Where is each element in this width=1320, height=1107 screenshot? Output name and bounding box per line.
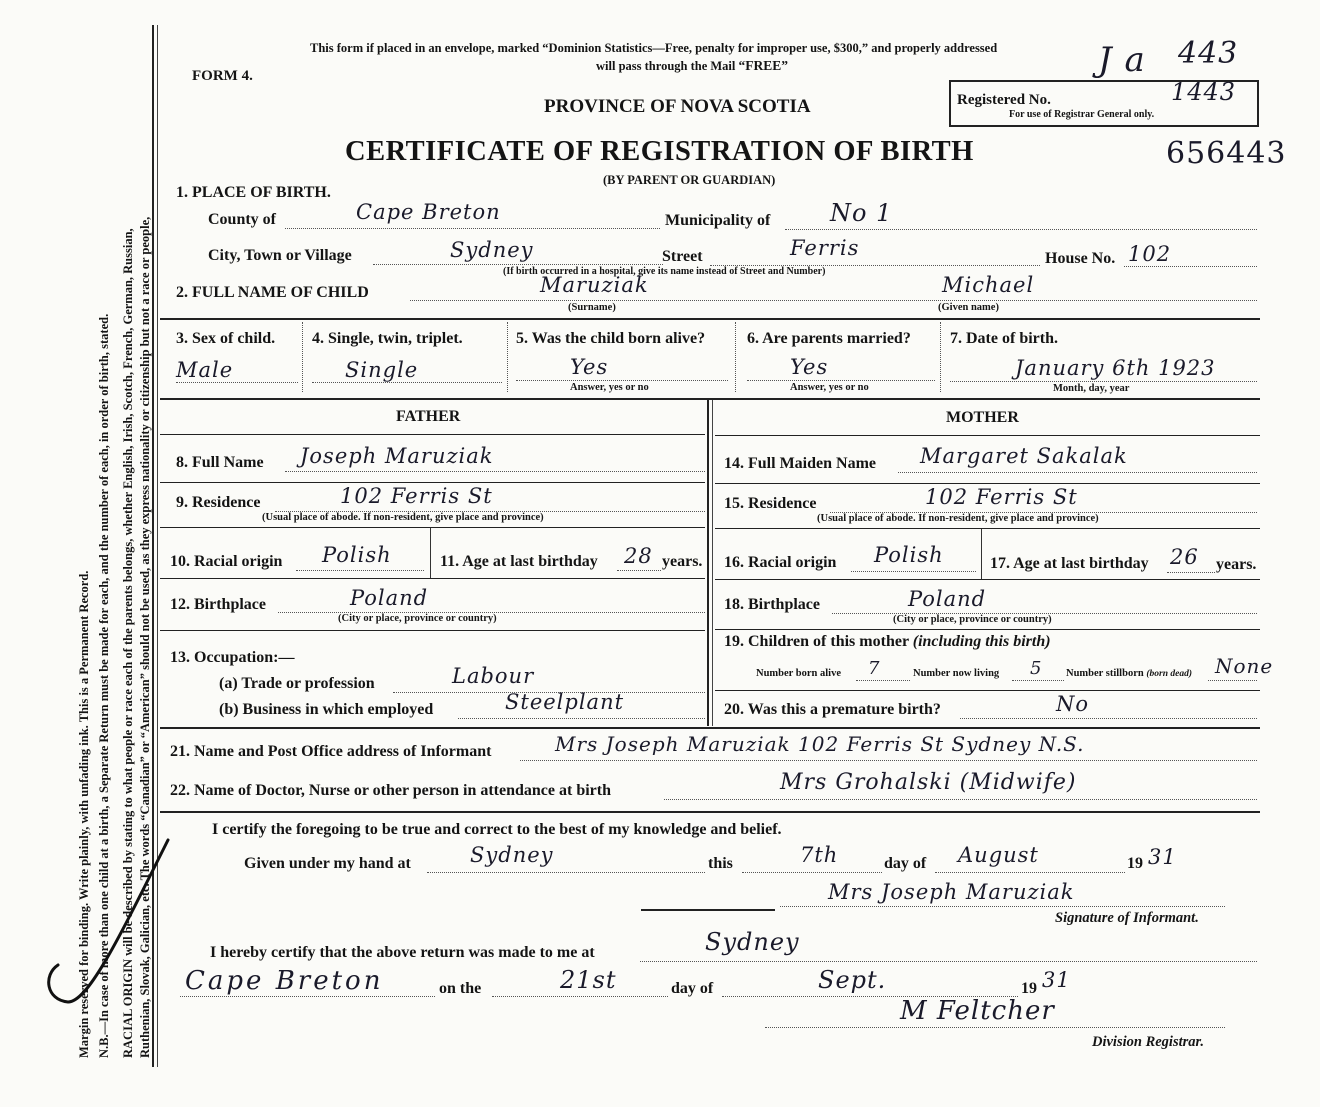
- married-caption: Answer, yes or no: [790, 382, 869, 393]
- margin-check-mark: [28, 820, 188, 1020]
- father-trade-value: Labour: [452, 664, 535, 688]
- city-label: City, Town or Village: [208, 247, 352, 264]
- premature-label: 20. Was this a premature birth?: [724, 701, 941, 718]
- registered-number-box: [949, 80, 1259, 127]
- place-of-birth-heading: 1. PLACE OF BIRTH.: [176, 184, 331, 201]
- father-trade-label: (a) Trade or profession: [219, 675, 375, 692]
- rule-after-parents: [160, 727, 1260, 729]
- informant-signature: Mrs Joseph Maruziak: [828, 880, 1075, 904]
- married-value: Yes: [790, 355, 829, 379]
- attendant-label: 22. Name of Doctor, Nurse or other person in attendance at birth: [170, 782, 611, 799]
- father-name-line: [285, 471, 705, 472]
- mother-residence-label: 15. Residence: [724, 495, 817, 512]
- municipality-line: [785, 229, 1257, 230]
- certificate-subtitle: (BY PARENT OR GUARDIAN): [603, 173, 776, 187]
- form-number: FORM 4.: [192, 68, 253, 84]
- margin-note-binding: Margin reserved for binding. Write plainly, with unfading ink. This is a Permanent Record.: [77, 570, 91, 1058]
- given-place-line: [427, 872, 705, 873]
- street-label: Street: [662, 248, 703, 265]
- premature-line: [960, 718, 1257, 719]
- mother-name-label: 14. Full Maiden Name: [724, 455, 876, 472]
- father-rule-3: [160, 578, 705, 579]
- registrar-on-the-label: on the: [439, 980, 482, 997]
- informant-label: 21. Name and Post Office address of Informant: [170, 743, 492, 760]
- dob-line: [950, 381, 1257, 382]
- postal-notice: This form if placed in an envelope, marked “Dominion Statistics—Free, penalty for improper use, $300,” and properly addressed: [310, 41, 998, 55]
- city-value: Sydney: [450, 238, 534, 262]
- attendant-value: Mrs Grohalski (Midwife): [780, 770, 1077, 795]
- mother-residence-caption: (Usual place of abode. If non-resident, give place and province): [817, 513, 1099, 524]
- father-residence-label: 9. Residence: [176, 494, 261, 511]
- child-name-line: [410, 300, 1257, 301]
- registrar-place-line: [640, 961, 1257, 962]
- born-alive-label: 5. Was the child born alive?: [516, 330, 706, 347]
- informant-value: Mrs Joseph Maruziak 102 Ferris St Sydney N.S.: [555, 732, 1085, 756]
- mother-birthplace-label: 18. Birthplace: [724, 596, 820, 613]
- mother-children-label: 19. Children of this mother (including this birth): [724, 633, 1051, 650]
- mother-age-label: 17. Age at last birthday: [990, 555, 1149, 572]
- signature-center-rule: [641, 909, 775, 911]
- now-living-value: 5: [1030, 658, 1043, 679]
- father-business-line: [458, 718, 705, 719]
- father-rule-4: [160, 630, 705, 631]
- born-alive-count-value: 7: [868, 658, 881, 679]
- cert-month-line: [935, 872, 1125, 873]
- mother-age-years: years.: [1216, 556, 1257, 573]
- father-mother-divider-b: [712, 400, 713, 726]
- surname-caption: (Surname): [568, 302, 616, 313]
- registered-label: Registered No.: [957, 92, 1051, 108]
- house-value: 102: [1128, 242, 1172, 266]
- house-label: House No.: [1045, 250, 1116, 267]
- born-alive-count-label: Number born alive: [756, 668, 841, 679]
- sex-label: 3. Sex of child.: [176, 330, 276, 347]
- cert-year-prefix: 19: [1127, 855, 1143, 872]
- registrar-year-prefix: 19: [1021, 980, 1037, 997]
- father-birthplace-value: Poland: [350, 586, 429, 610]
- stillborn-value: None: [1215, 654, 1274, 678]
- father-business-label: (b) Business in which employed: [219, 701, 434, 718]
- married-label: 6. Are parents married?: [747, 330, 911, 347]
- informant-signature-caption: Signature of Informant.: [1055, 910, 1199, 926]
- given-place-value: Sydney: [470, 843, 554, 867]
- mother-rule-1: [715, 483, 1260, 484]
- stillborn-label: Number stillborn (born dead): [1066, 668, 1192, 679]
- rule-after-row3: [160, 398, 1260, 400]
- county-value: Cape Breton: [356, 200, 501, 224]
- mother-rule-2: [715, 528, 1260, 529]
- child-name-label: 2. FULL NAME OF CHILD: [176, 284, 369, 301]
- mother-rule-3: [715, 579, 1260, 580]
- mother-birthplace-caption: (City or place, province or country): [893, 614, 1052, 625]
- divider-6-7: [940, 322, 941, 392]
- mother-heading: MOTHER: [946, 409, 1019, 426]
- born-alive-line: [516, 380, 728, 381]
- father-heading-rule: [160, 434, 705, 435]
- informant-signature-line: [780, 906, 1225, 907]
- registrar-day-value: 21st: [560, 966, 617, 994]
- divider-3-4: [302, 322, 303, 392]
- registrar-place-value: Sydney: [705, 928, 800, 956]
- mother-racial-label: 16. Racial origin: [724, 554, 837, 571]
- given-name-caption: (Given name): [938, 302, 999, 313]
- sex-line: [176, 382, 298, 383]
- cert-year-value: 31: [1148, 845, 1177, 869]
- father-rule-1: [160, 482, 705, 483]
- postal-notice-line2: will pass through the Mail “FREE”: [596, 58, 789, 73]
- certificate-number: 656443: [1166, 136, 1287, 171]
- registered-value: 1443: [1171, 78, 1237, 106]
- father-residence-value: 102 Ferris St: [340, 484, 493, 508]
- plurality-value: Single: [345, 358, 419, 382]
- top-number: 443: [1178, 36, 1239, 71]
- registrar-use-note: For use of Registrar General only.: [1009, 109, 1155, 120]
- registrar-county-value: Cape Breton: [185, 966, 384, 996]
- informant-line: [520, 760, 1257, 761]
- mother-age-divider: [981, 529, 982, 579]
- mother-age-line: [1167, 572, 1215, 573]
- mother-residence-value: 102 Ferris St: [925, 485, 1078, 509]
- father-occupation-label: 13. Occupation:—: [170, 649, 295, 666]
- child-given-name: Michael: [942, 273, 1035, 297]
- cert-day-line: [742, 872, 882, 873]
- father-age-line: [617, 570, 661, 571]
- county-label: County of: [208, 211, 277, 228]
- premature-value: No: [1056, 692, 1090, 716]
- born-alive-caption: Answer, yes or no: [570, 382, 649, 393]
- father-mother-divider: [707, 400, 709, 726]
- municipality-value: No 1: [830, 199, 893, 227]
- given-label: Given under my hand at: [244, 855, 411, 872]
- cert-day-value: 7th: [800, 843, 839, 867]
- sex-value: Male: [176, 358, 234, 382]
- father-rule-2: [160, 527, 705, 528]
- hospital-note: (If birth occurred in a hospital, give its name instead of Street and Number): [503, 266, 826, 277]
- registrar-statement: I hereby certify that the above return was made to me at: [210, 944, 595, 961]
- father-racial-line: [296, 570, 424, 571]
- now-living-label: Number now living: [913, 668, 1000, 679]
- top-letters: J a: [1098, 40, 1146, 80]
- mother-heading-rule: [715, 435, 1260, 436]
- registrar-month-value: Sept.: [818, 966, 887, 994]
- dob-label: 7. Date of birth.: [950, 330, 1058, 347]
- father-birthplace-label: 12. Birthplace: [170, 596, 266, 613]
- house-line: [1124, 266, 1257, 267]
- plurality-line: [312, 382, 502, 383]
- mother-age-value: 26: [1170, 545, 1199, 569]
- stillborn-line: [1208, 680, 1257, 681]
- registrar-day-of-label: day of: [671, 980, 714, 997]
- cert-day-of-label: day of: [884, 855, 927, 872]
- cert-month-value: August: [958, 843, 1039, 867]
- division-registrar-caption: Division Registrar.: [1092, 1034, 1204, 1050]
- father-racial-value: Polish: [322, 543, 392, 567]
- now-living-line: [1012, 680, 1064, 681]
- county-line: [285, 228, 660, 229]
- divider-4-5: [507, 322, 508, 392]
- registrar-day-line: [492, 996, 668, 997]
- father-age-value: 28: [624, 544, 653, 568]
- father-heading: FATHER: [396, 408, 461, 425]
- mother-birthplace-value: Poland: [908, 587, 987, 611]
- father-name-value: Joseph Maruziak: [300, 444, 494, 468]
- province-heading: PROVINCE OF NOVA SCOTIA: [544, 96, 811, 117]
- certification-statement: I certify the foregoing to be true and correct to the best of my knowledge and belief.: [212, 821, 782, 838]
- registrar-year-value: 31: [1042, 968, 1071, 992]
- mother-racial-value: Polish: [874, 543, 944, 567]
- mother-rule-4: [715, 629, 1260, 630]
- rule-after-attendant: [160, 811, 1260, 813]
- margin-note-separate-return: N.B.—In case of more than one child at a birth, a Separate Return must be made for each, and the number of each, in order of birth, stated.: [97, 313, 111, 1058]
- child-surname: Maruziak: [540, 273, 649, 297]
- municipality-label: Municipality of: [665, 212, 771, 229]
- registrar-signature-line: [765, 1027, 1225, 1028]
- certificate-title: CERTIFICATE OF REGISTRATION OF BIRTH: [345, 136, 974, 167]
- mother-rule-5: [715, 690, 1260, 691]
- plurality-label: 4. Single, twin, triplet.: [312, 330, 463, 347]
- this-label: this: [708, 855, 733, 872]
- dob-value: January 6th 1923: [1015, 356, 1216, 380]
- father-age-divider: [430, 528, 431, 578]
- born-alive-count-line: [856, 680, 910, 681]
- mother-racial-line: [851, 571, 976, 572]
- registrar-signature: M Feltcher: [900, 996, 1055, 1026]
- rule-after-name: [160, 318, 1260, 320]
- margin-note-racial-origin-cont: Ruthenian, Slovak, Galician, etc. The words “Canadian” or “American” should not be used, as they express nationality or citizenship but not a race or people,: [138, 216, 152, 1058]
- dob-caption: Month, day, year: [1053, 383, 1130, 394]
- mother-name-value: Margaret Sakalak: [920, 444, 1128, 468]
- divider-5-6: [735, 322, 736, 392]
- father-age-label: 11. Age at last birthday: [440, 553, 598, 570]
- father-name-label: 8. Full Name: [176, 454, 264, 471]
- registrar-county-line: [180, 996, 435, 997]
- father-age-years: years.: [662, 553, 703, 570]
- father-racial-label: 10. Racial origin: [170, 553, 283, 570]
- margin-note-racial-origin: RACIAL ORIGIN will be described by stating to what people or race each of the parents belongs, whether English, Irish, Scotch, French, German, Russian,: [121, 228, 135, 1058]
- born-alive-value: Yes: [570, 355, 609, 379]
- father-business-value: Steelplant: [505, 690, 625, 714]
- attendant-line: [664, 799, 1257, 800]
- mother-name-line: [898, 472, 1257, 473]
- street-value: Ferris: [790, 236, 860, 260]
- city-line: [373, 264, 663, 265]
- father-birthplace-caption: (City or place, province or country): [338, 613, 497, 624]
- father-residence-caption: (Usual place of abode. If non-resident, give place and province): [262, 512, 544, 523]
- married-line: [747, 380, 935, 381]
